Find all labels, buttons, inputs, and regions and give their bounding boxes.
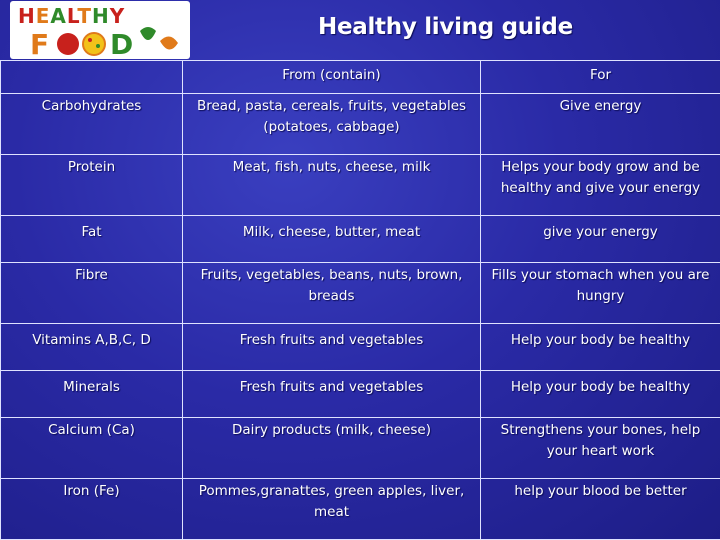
- source-cell: Meat, fish, nuts, cheese, milk: [183, 155, 481, 216]
- nutrient-cell: Protein: [1, 155, 183, 216]
- table-row: [1, 94, 720, 155]
- nutrient-cell: Iron (Fe): [1, 479, 183, 540]
- page-title: Healthy living guide: [318, 14, 573, 40]
- benefit-cell: give your energy: [481, 216, 720, 263]
- header-cell-from: From (contain): [183, 61, 481, 94]
- table-header-row: [1, 61, 720, 94]
- table-row: [1, 155, 720, 216]
- benefit-cell: Help your body be healthy: [481, 324, 720, 371]
- nutrient-cell: Minerals: [1, 371, 183, 418]
- header-cell-nutrient: [1, 61, 183, 94]
- nutrient-cell: Calcium (Ca): [1, 418, 183, 479]
- table-row: [1, 324, 720, 371]
- benefit-cell: Help your body be healthy: [481, 371, 720, 418]
- source-cell: Fresh fruits and vegetables: [183, 324, 481, 371]
- benefit-cell: Fills your stomach when you are hungry: [481, 263, 720, 324]
- source-cell: Bread, pasta, cereals, fruits, vegetables (potatoes, cabbage): [183, 94, 481, 155]
- svg-text:F: F: [30, 28, 50, 59]
- nutrient-cell: Fibre: [1, 263, 183, 324]
- healthy-food-logo-image: [10, 1, 190, 59]
- table-row: [1, 263, 720, 324]
- healthy-food-logo: [10, 1, 190, 59]
- nutrient-cell: Carbohydrates: [1, 94, 183, 155]
- benefit-cell: Give energy: [481, 94, 720, 155]
- table-row: [1, 371, 720, 418]
- table-row: [1, 418, 720, 479]
- svg-text:D: D: [110, 28, 134, 59]
- table-row: [1, 216, 720, 263]
- source-cell: Fruits, vegetables, beans, nuts, brown, breads: [183, 263, 481, 324]
- svg-text:HEALTHY: HEALTHY: [18, 4, 126, 28]
- header-cell-for: For: [481, 61, 720, 94]
- nutrition-table: [0, 60, 720, 540]
- table-row: [1, 479, 720, 540]
- benefit-cell: help your blood be better: [481, 479, 720, 540]
- benefit-cell: Helps your body grow and be healthy and give your energy: [481, 155, 720, 216]
- source-cell: Pommes,granattes, green apples, liver, meat: [183, 479, 481, 540]
- source-cell: Dairy products (milk, cheese): [183, 418, 481, 479]
- source-cell: Milk, cheese, butter, meat: [183, 216, 481, 263]
- source-cell: Fresh fruits and vegetables: [183, 371, 481, 418]
- nutrient-cell: Vitamins A,B,C, D: [1, 324, 183, 371]
- nutrient-cell: Fat: [1, 216, 183, 263]
- benefit-cell: Strengthens your bones, help your heart work: [481, 418, 720, 479]
